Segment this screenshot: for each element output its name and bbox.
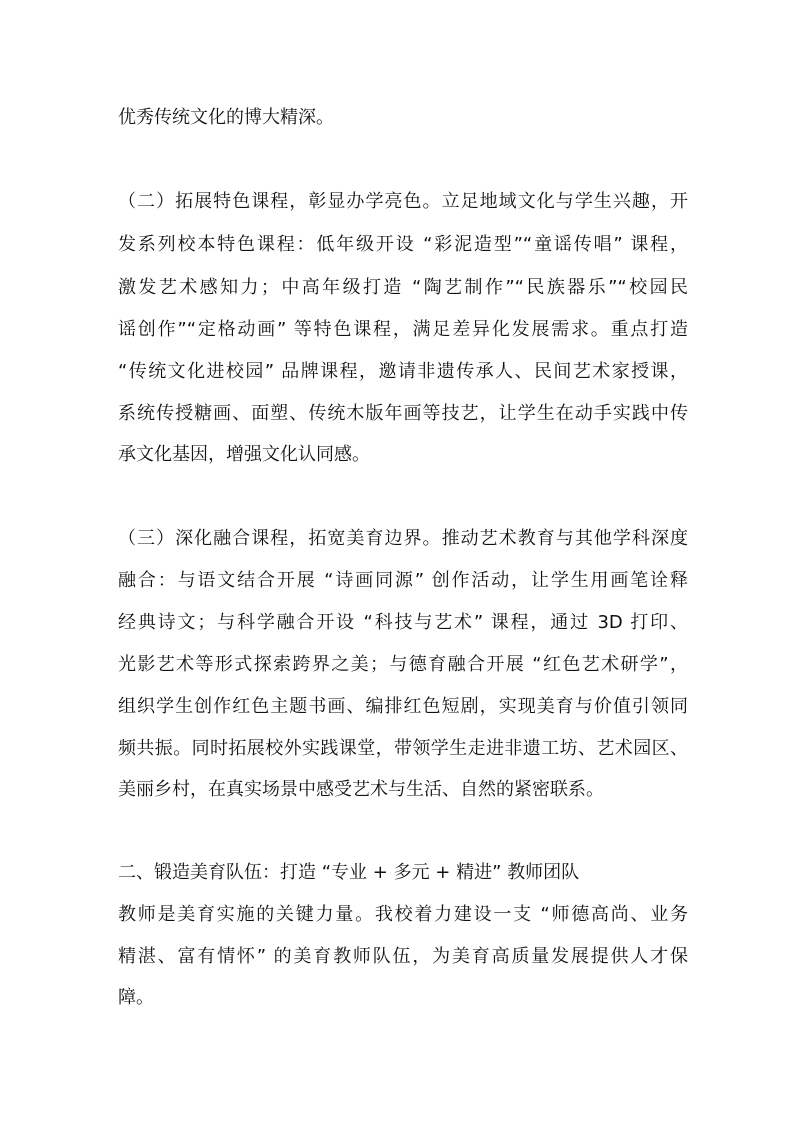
paragraph-3-line-7: 美丽乡村，在真实场景中感受艺术与生活、自然的紧密联系。 <box>118 779 604 800</box>
paragraph-intro-line: 优秀传统文化的博大精深。 <box>118 107 334 128</box>
section-2-heading: 二、锻造美育队伍：打造 “专业 + 多元 + 精进” 教师团队 <box>118 862 580 883</box>
paragraph-2-line-7: 承文化基因，增强文化认同感。 <box>118 444 370 465</box>
paragraph-3-line-6: 频共振。同时拓展校外实践课堂，带领学生走进非遗工坊、艺术园区、 <box>118 738 688 759</box>
paragraph-3-line-3: 经典诗文；与科学融合开设 “科技与艺术” 课程，通过 3D 打印、 <box>118 612 688 633</box>
section-2-line-1: 教师是美育实施的关键力量。我校着力建设一支 “师德高尚、业务 <box>118 904 688 925</box>
section-2-line-2: 精湛、富有情怀” 的美育教师队伍，为美育高质量发展提供人才保 <box>118 946 688 967</box>
paragraph-2-line-4: 谣创作”“定格动画” 等特色课程，满足差异化发展需求。重点打造 <box>118 319 688 340</box>
paragraph-2-line-3: 激发艺术感知力；中高年级打造 “陶艺制作”“民族器乐”“校园民 <box>118 277 688 298</box>
paragraph-3-line-1: （三）深化融合课程，拓宽美育边界。推动艺术教育与其他学科深度 <box>118 528 688 549</box>
paragraph-2-line-2: 发系列校本特色课程：低年级开设 “彩泥造型”“童谣传唱” 课程， <box>118 234 688 255</box>
paragraph-3-line-4: 光影艺术等形式探索跨界之美；与德育融合开展 “红色艺术研学”， <box>118 654 688 675</box>
paragraph-2-line-6: 系统传授糖画、面塑、传统木版年画等技艺，让学生在动手实践中传 <box>118 403 688 424</box>
paragraph-2-line-1: （二）拓展特色课程，彰显办学亮色。立足地域文化与学生兴趣，开 <box>118 191 688 212</box>
paragraph-3-line-2: 融合：与语文结合开展 “诗画同源” 创作活动，让学生用画笔诠释 <box>118 570 688 591</box>
section-2-line-3: 障。 <box>118 987 154 1008</box>
paragraph-2-line-5: “传统文化进校园” 品牌课程，邀请非遗传承人、民间艺术家授课， <box>118 361 688 382</box>
paragraph-3-line-5: 组织学生创作红色主题书画、编排红色短剧，实现美育与价值引领同 <box>118 696 688 717</box>
